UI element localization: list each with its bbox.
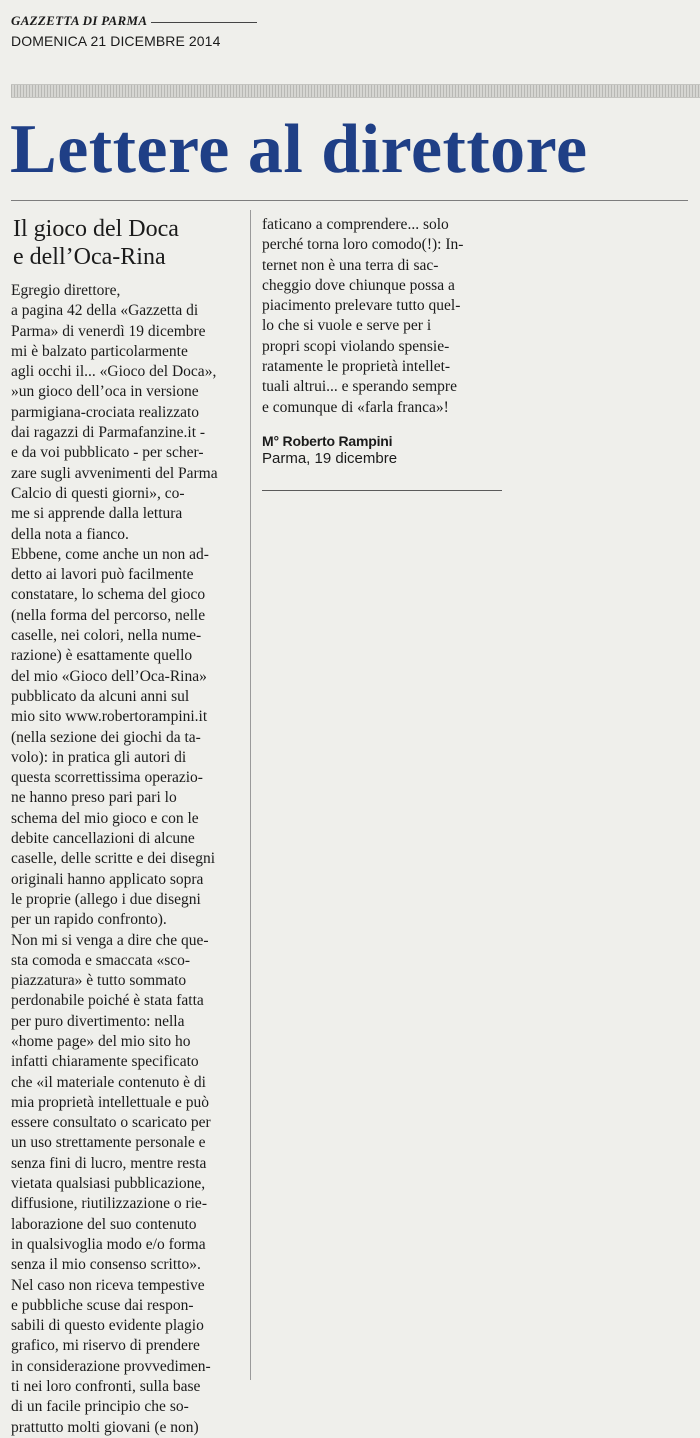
text-line: razione) è esattamente quello	[11, 647, 193, 665]
text-line: e da voi pubblicato - per scher-	[11, 444, 204, 462]
text-line: tuali altrui... e sperando sempre	[262, 378, 457, 396]
text-line: cheggio dove chiunque possa a	[262, 276, 455, 294]
text-line: le proprie (allego i due disegni	[11, 890, 201, 908]
text-line: piacimento prelevare tutto quel-	[262, 297, 461, 315]
text-line: di un facile principio che so-	[11, 1398, 189, 1416]
text-line: Egregio direttore,	[11, 282, 121, 299]
text-line: e pubbliche scuse dai respon-	[11, 1296, 194, 1314]
text-line: vietata qualsiasi pubblicazione,	[11, 1175, 206, 1193]
text-line: Non mi si venga a dire che que-	[11, 931, 209, 949]
text-line: lo che si vuole e serve per i	[262, 317, 432, 335]
text-line: propri scopi violando spensie-	[262, 337, 450, 355]
text-line: originali hanno applicato sopra	[11, 870, 204, 888]
text-line: del mio «Gioco dell’Oca-Rina»	[11, 667, 207, 685]
text-line: mi è balzato particolarmente	[11, 342, 188, 360]
article-right-column	[262, 215, 502, 468]
text-line: diffusione, riutilizzazione o rie-	[11, 1195, 207, 1213]
text-line: ne hanno preso pari pari lo	[11, 789, 177, 807]
text-line: schema del mio gioco e con le	[11, 809, 199, 827]
newspaper-name	[11, 14, 257, 28]
text-line: infatti chiaramente specificato	[11, 1053, 199, 1071]
text-line: un uso strettamente personale e	[11, 1134, 206, 1152]
text-line: »un gioco dell’oca in versione	[11, 383, 199, 401]
text-line: a pagina 42 della «Gazzetta di	[11, 302, 199, 320]
text-line: senza fini di lucro, mentre resta	[11, 1154, 207, 1172]
text-line: ternet non è una terra di sac-	[262, 256, 439, 274]
text-line: mio sito www.robertorampini.it	[11, 708, 208, 726]
text-line: in considerazione provvedimen-	[11, 1357, 211, 1375]
text-line: che «il materiale contenuto è di	[11, 1073, 206, 1091]
text-line: (nella forma del percorso, nelle	[11, 606, 206, 624]
text-line: zare sugli avvenimenti del Parma	[11, 464, 218, 482]
text-line: in qualsivoglia modo e/o forma	[11, 1235, 206, 1253]
column-divider	[250, 210, 251, 1380]
article-headline	[13, 215, 241, 271]
author-name: M° Roberto Rampini	[262, 432, 393, 449]
issue-date: DOMENICA 21 DICEMBRE 2014	[11, 33, 221, 49]
text-line: per un rapido confronto).	[11, 911, 167, 929]
text-line: pubblicato da alcuni anni sul	[11, 687, 190, 705]
text-line: della nota a fianco.	[11, 525, 129, 543]
text-line: ratamente le proprietà intellet-	[262, 358, 451, 376]
author-place-date: Parma, 19 dicembre	[262, 449, 398, 467]
text-line: faticano a comprendere... solo	[262, 216, 449, 233]
text-line: piazzatura» è tutto sommato	[11, 972, 187, 990]
text-line: perdonabile poiché è stata fatta	[11, 992, 204, 1010]
section-title: Lettere al direttore	[10, 111, 588, 188]
section-rule	[11, 200, 688, 201]
text-line: debite cancellazioni di alcune	[11, 830, 195, 848]
text-line: caselle, delle scritte e dei disegni	[11, 850, 215, 868]
text-line: ti nei loro confronti, sulla base	[11, 1378, 201, 1396]
text-line: Ebbene, come anche un non ad-	[11, 545, 209, 563]
letter-body-left	[11, 281, 241, 1438]
text-line: essere consultato o scaricato per	[11, 1114, 211, 1132]
text-line: prattutto molti giovani (e non)	[11, 1418, 199, 1436]
headline-line: Il gioco del Doca	[13, 216, 179, 242]
text-line: senza il mio consenso scritto».	[11, 1256, 201, 1274]
text-line: constatare, lo schema del gioco	[11, 586, 206, 604]
masthead	[11, 14, 257, 49]
text-line: agli occhi il... «Gioco del Doca»,	[11, 363, 217, 381]
text-line: questa scorrettissima operazio-	[11, 769, 203, 787]
text-line: Calcio di questi giorni», co-	[11, 484, 185, 502]
text-line: (nella sezione dei giochi da ta-	[11, 728, 201, 746]
text-line: mia proprietà intellettuale e può	[11, 1093, 209, 1111]
text-line: dai ragazzi di Parmafanzine.it -	[11, 424, 206, 442]
article-left-column	[11, 215, 241, 1438]
text-line: «home page» del mio sito ho	[11, 1032, 191, 1050]
text-line: perché torna loro comodo(!): In-	[262, 236, 464, 254]
text-line: parmigiana-crociata realizzato	[11, 403, 200, 421]
text-line: e comunque di «farla franca»!	[262, 398, 449, 416]
text-line: per puro divertimento: nella	[11, 1012, 185, 1030]
letter-body-right	[262, 215, 502, 418]
text-line: me si apprende dalla lettura	[11, 505, 183, 523]
text-line: volo): in pratica gli autori di	[11, 748, 187, 766]
text-line: caselle, nei colori, nella nume-	[11, 627, 202, 645]
headline-line: e dell’Oca-Rina	[13, 244, 166, 270]
text-line: laborazione del suo contenuto	[11, 1215, 197, 1233]
text-line: sabili di questo evidente plagio	[11, 1317, 204, 1335]
article-end-rule	[262, 490, 502, 491]
decorative-band	[11, 84, 700, 98]
newspaper-name-text: GAZZETTA DI PARMA	[11, 13, 151, 28]
text-line: grafico, mi riservo di prendere	[11, 1337, 200, 1355]
text-line: Nel caso non riceva tempestive	[11, 1276, 205, 1294]
text-line: detto ai lavori può facilmente	[11, 566, 194, 584]
text-line: sta comoda e smaccata «sco-	[11, 951, 191, 969]
text-line: Parma» di venerdì 19 dicembre	[11, 322, 206, 340]
